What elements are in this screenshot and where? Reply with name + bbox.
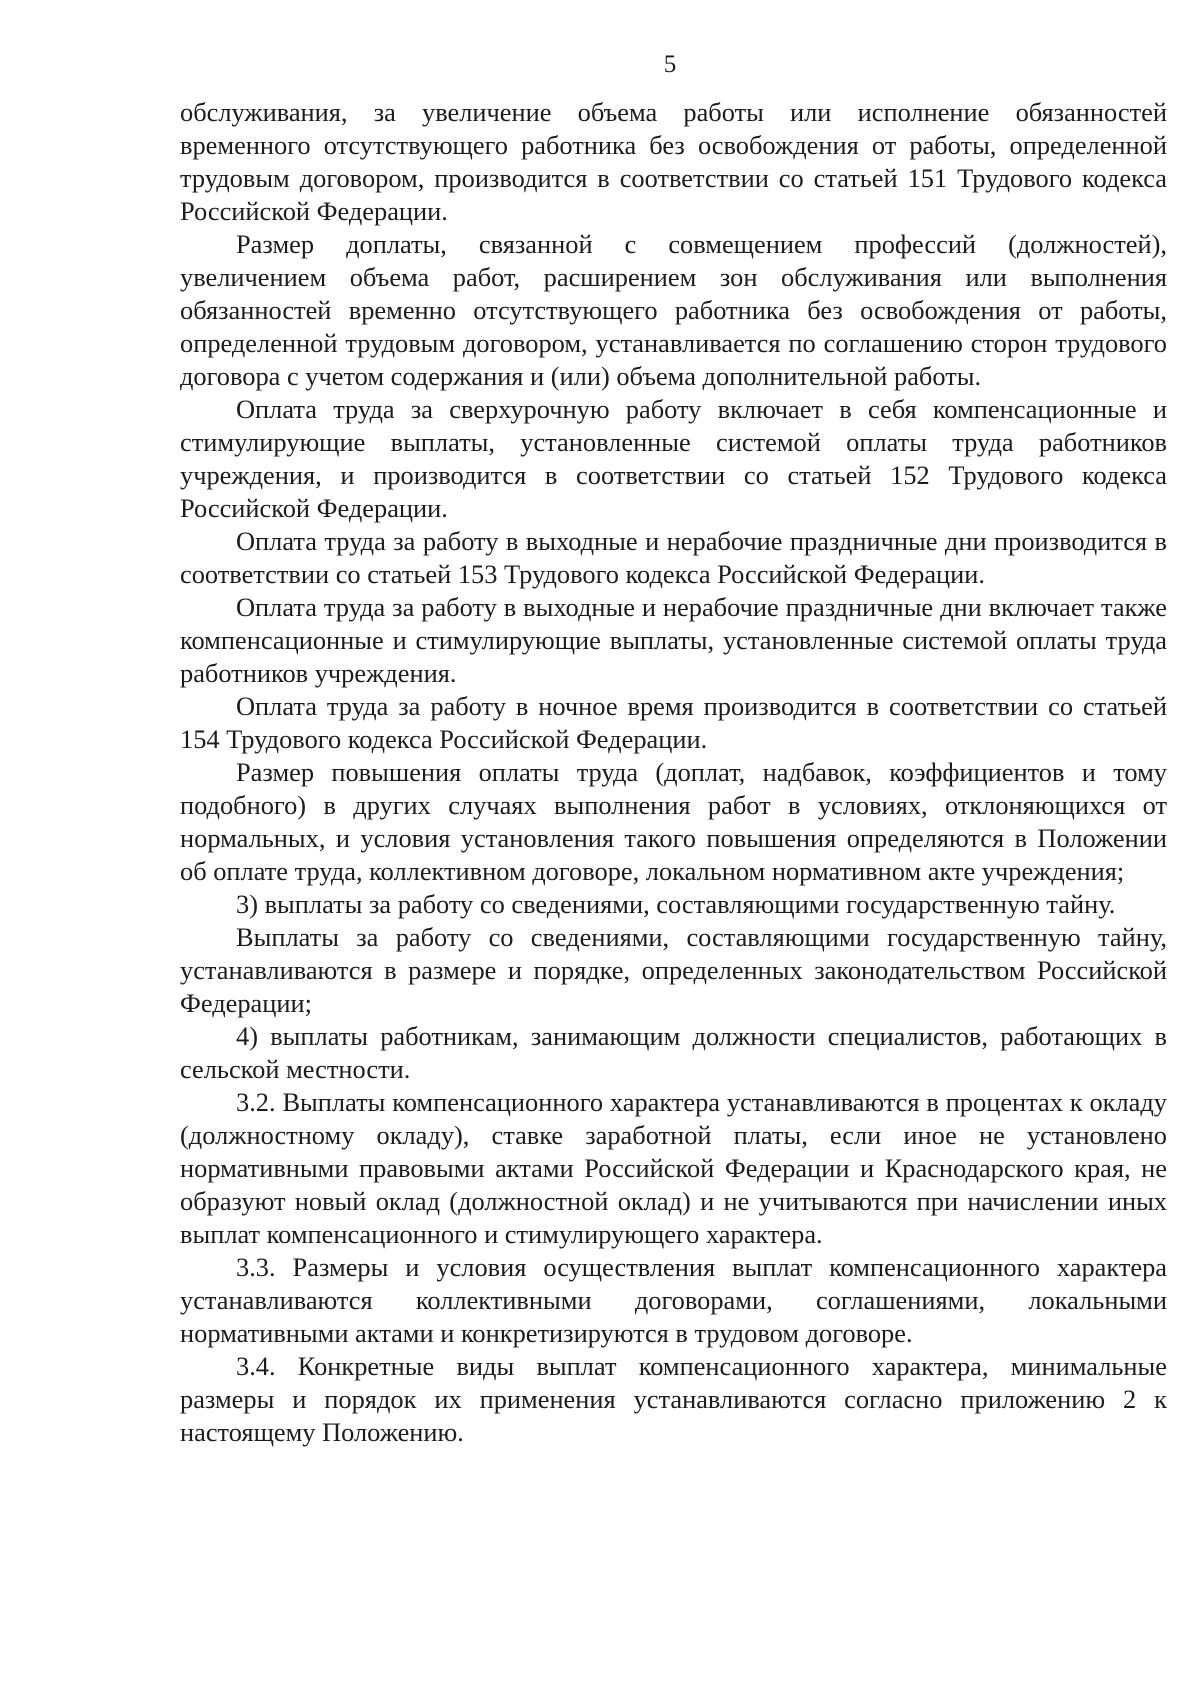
- paragraph-overtime-pay: Оплата труда за сверхурочную работу включает в себя компенсационные и стимулирующие выплаты, установленные системой оплаты труда работников учреждения, и производится в соответствии со статьей 152 Трудового кодекса Российской Федерации.: [180, 394, 1167, 523]
- paragraph-state-secret-pay: Выплаты за работу со сведениями, составляющими государственную тайну, устанавливаются в размере и порядке, определенных законодательством Российской Федерации;: [180, 922, 1167, 1018]
- list-item-state-secret: 3) выплаты за работу со сведениями, составляющими государственную тайну.: [236, 889, 1116, 919]
- page-number: 5: [663, 51, 677, 78]
- list-item-rural-specialists: 4) выплаты работникам, занимающим должности специалистов, работающих в сельской местности.: [180, 1021, 1167, 1084]
- document-body: [180, 96, 1167, 1449]
- paragraph-weekend-pay-includes: Оплата труда за работу в выходные и нерабочие праздничные дни включает также компенсационные и стимулирующие выплаты, установленные системой оплаты труда работников учреждения.: [180, 592, 1167, 688]
- paragraph-night-pay: Оплата труда за работу в ночное время производится в соответствии со статьей 154 Трудового кодекса Российской Федерации.: [180, 691, 1167, 754]
- section-3-4: 3.4. Конкретные виды выплат компенсационного характера, минимальные размеры и порядок их применения устанавливаются согласно приложению 2 к настоящему Положению.: [180, 1351, 1167, 1447]
- section-3-2: 3.2. Выплаты компенсационного характера устанавливаются в процентах к окладу (должностному окладу), ставке заработной платы, если иное не установлено нормативными правовыми актами Российской Федерации и Краснодарского края, не образуют новый оклад (должностной оклад) и не учитываются при начислении иных выплат компенсационного и стимулирующего характера.: [180, 1087, 1167, 1249]
- paragraph-surcharge-size: Размер доплаты, связанной с совмещением профессий (должностей), увеличением объема работ, расширением зон обслуживания или выполнения обязанностей временно отсутствующего работника без освобождения от работы, определенной трудовым договором, устанавливается по соглашению сторон трудового договора с учетом содержания и (или) объема дополнительной работы.: [180, 229, 1167, 391]
- paragraph-other-increase: Размер повышения оплаты труда (доплат, надбавок, коэффициентов и тому подобного) в других случаях выполнения работ в условиях, отклоняющихся от нормальных, и условия установления такого повышения определяются в Положении об оплате труда, коллективном договоре, локальном нормативном акте учреждения;: [180, 757, 1167, 886]
- paragraph-weekend-pay: Оплата труда за работу в выходные и нерабочие праздничные дни производится в соответствии со статьей 153 Трудового кодекса Российской Федерации.: [180, 526, 1167, 589]
- paragraph-continuation: обслуживания, за увеличение объема работы или исполнение обязанностей временного отсутствующего работника без освобождения от работы, определенной трудовым договором, производится в соответствии со статьей 151 Трудового кодекса Российской Федерации.: [180, 97, 1167, 226]
- section-3-3: 3.3. Размеры и условия осуществления выплат компенсационного характера устанавливаются коллективными договорами, соглашениями, локальными нормативными актами и конкретизируются в трудовом договоре.: [180, 1252, 1167, 1348]
